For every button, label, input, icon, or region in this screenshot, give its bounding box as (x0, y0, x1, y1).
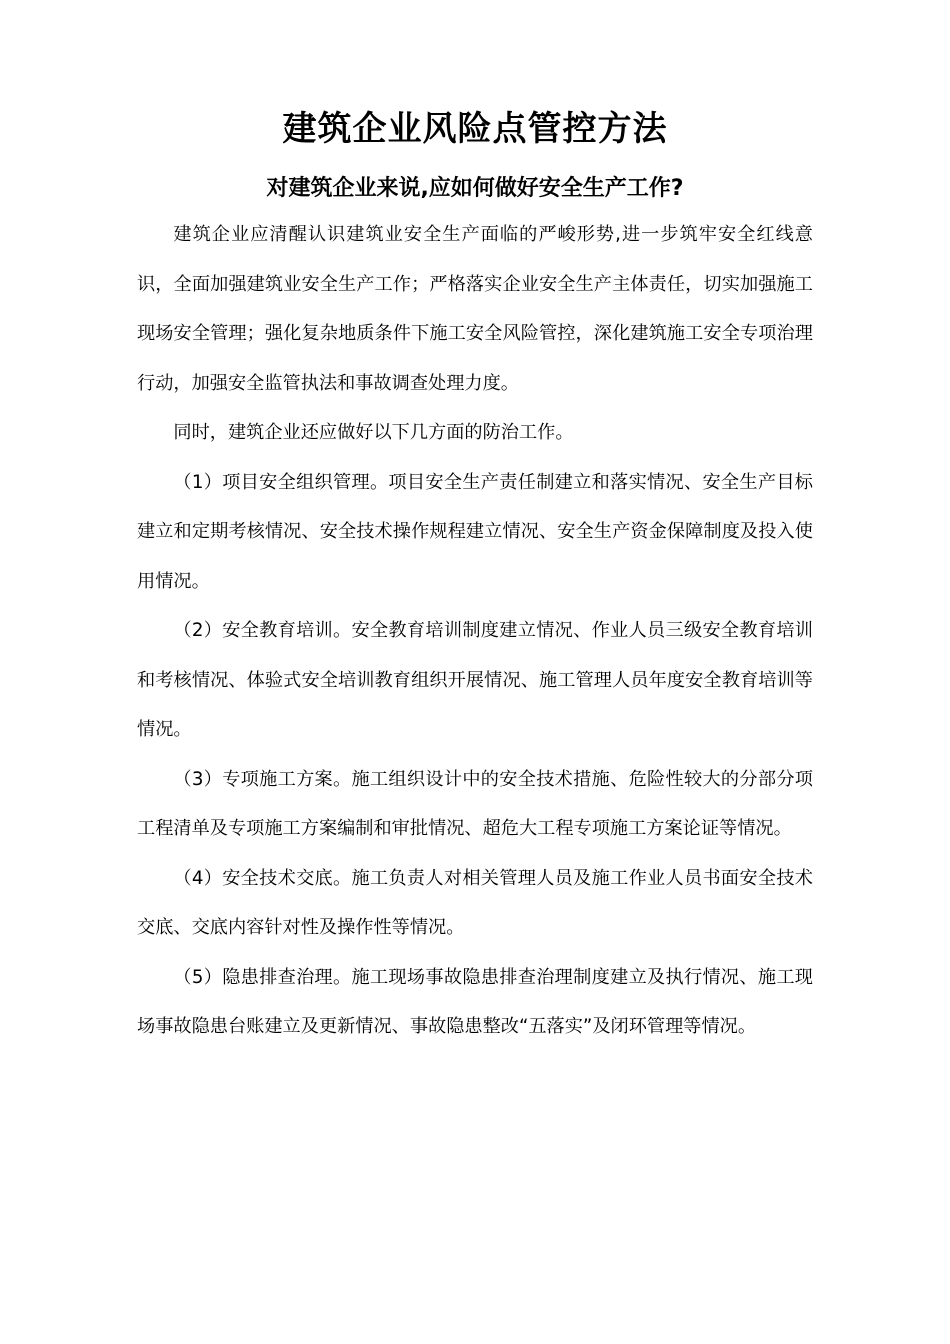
paragraph-transition: 同时，建筑企业还应做好以下几方面的防治工作。 (173, 422, 574, 443)
paragraph-item-5: （5）隐患排查治理。施工现场事故隐患排查治理制度建立及执行情况、施工现场事故隐患台账建立及更新情况、事故隐患整改“五落实”及闭环管理等情况。 (137, 966, 813, 1037)
document-body (137, 210, 813, 1052)
document-subtitle: 对建筑企业来说,应如何做好安全生产工作? (266, 176, 684, 201)
document-title: 建筑企业风险点管控方法 (282, 109, 668, 149)
paragraph-item-3: （3）专项施工方案。施工组织设计中的安全技术措施、危险性较大的分部分项工程清单及专项施工方案编制和审批情况、超危大工程专项施工方案论证等情况。 (137, 768, 813, 839)
paragraph-item-2: （2）安全教育培训。安全教育培训制度建立情况、作业人员三级安全教育培训和考核情况、体验式安全培训教育组织开展情况、施工管理人员年度安全教育培训等情况。 (137, 620, 813, 740)
paragraph-item-1: （1）项目安全组织管理。项目安全生产责任制建立和落实情况、安全生产目标建立和定期考核情况、安全技术操作规程建立情况、安全生产资金保障制度及投入使用情况。 (137, 471, 813, 592)
paragraph-intro: 建筑企业应清醒认识建筑业安全生产面临的严峻形势,进一步筑牢安全红线意识，全面加强建筑业安全生产工作；严格落实企业安全生产主体责任，切实加强施工现场安全管理；强化复杂地质条件下施工安全风险管控，深化建筑施工安全专项治理行动，加强安全监管执法和事故调查处理力度。 (137, 224, 813, 394)
paragraph-item-4: （4）安全技术交底。施工负责人对相关管理人员及施工作业人员书面安全技术交底、交底内容针对性及操作性等情况。 (137, 867, 813, 938)
